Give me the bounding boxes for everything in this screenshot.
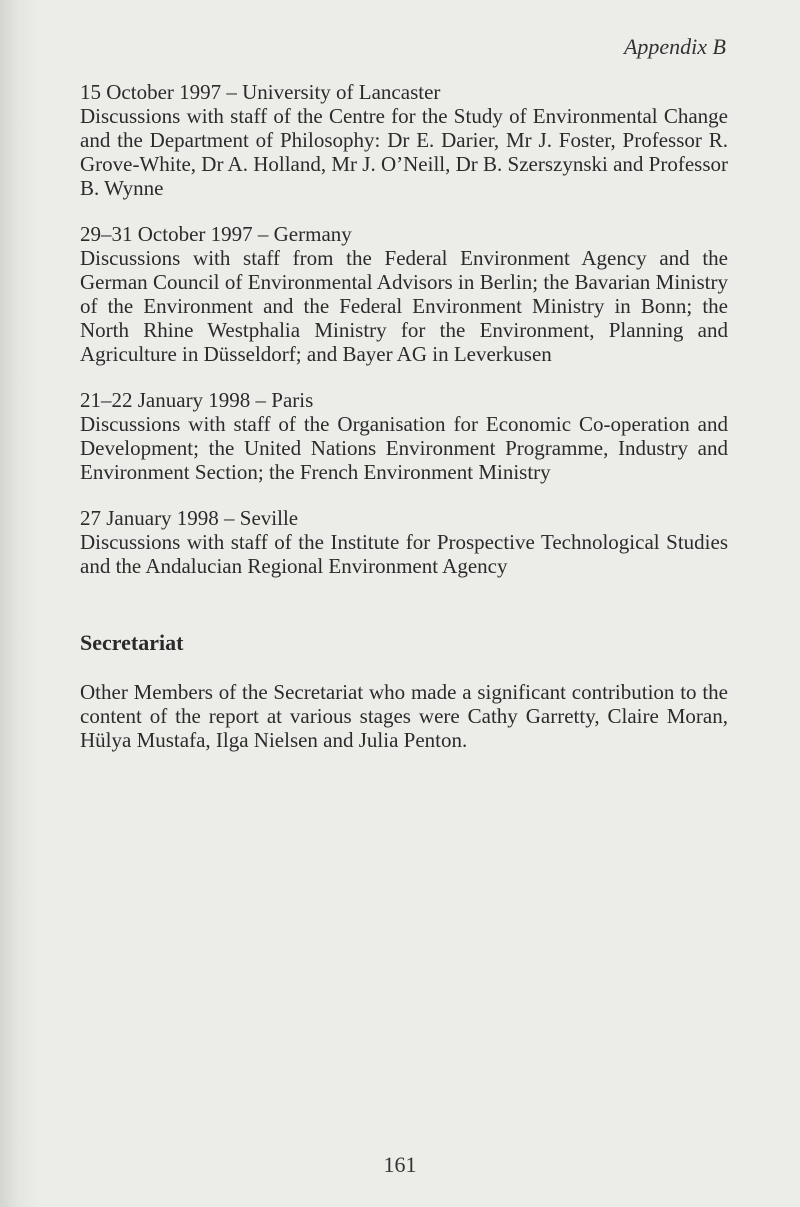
entry-heading: 29–31 October 1997 – Germany bbox=[80, 222, 352, 246]
entry-body: Discussions with staff from the Federal Environment Agency and the German Council of Environmental Advisors in Berlin; the Bavarian Ministry of the Environment and the Federal Environment Ministry in Bonn; the North Rhine Westphalia Ministry for the Environment, Planning and Agriculture in Düsseldorf; and Bayer AG in Leverkusen bbox=[80, 246, 728, 366]
entry-germany bbox=[80, 222, 728, 366]
running-head: Appendix B bbox=[623, 34, 726, 59]
entry-seville bbox=[80, 506, 728, 578]
entry-body: Discussions with staff of the Centre for the Study of Environmental Change and the Department of Philosophy: Dr E. Darier, Mr J. Foster, Professor R. Grove-White, Dr A. Holland, Mr J. O’Neill, Dr B. Szerszynski and Professor B. Wynne bbox=[80, 104, 728, 200]
entry-body: Discussions with staff of the Organisation for Economic Co-operation and Development; the United Nations Environment Programme, Industry and Environment Section; the French Environment Ministry bbox=[80, 412, 728, 484]
entry-paris bbox=[80, 388, 728, 484]
entry-heading: 21–22 January 1998 – Paris bbox=[80, 388, 314, 412]
entry-lancaster bbox=[80, 80, 728, 200]
content bbox=[80, 80, 728, 752]
entry-heading: 27 January 1998 – Seville bbox=[80, 506, 299, 530]
entry-heading: 15 October 1997 – University of Lancaster bbox=[80, 80, 441, 104]
page-number: 161 bbox=[383, 1152, 417, 1177]
secretariat-body: Other Members of the Secretariat who made a significant contribution to the content of the report at various stages were Cathy Garretty, Claire Moran, Hülya Mustafa, Ilga Nielsen and Julia Penton. bbox=[80, 680, 728, 752]
section-title-secretariat: Secretariat bbox=[80, 630, 184, 655]
entry-body: Discussions with staff of the Institute for Prospective Technological Studies and the Andalucian Regional Environment Agency bbox=[80, 530, 728, 578]
